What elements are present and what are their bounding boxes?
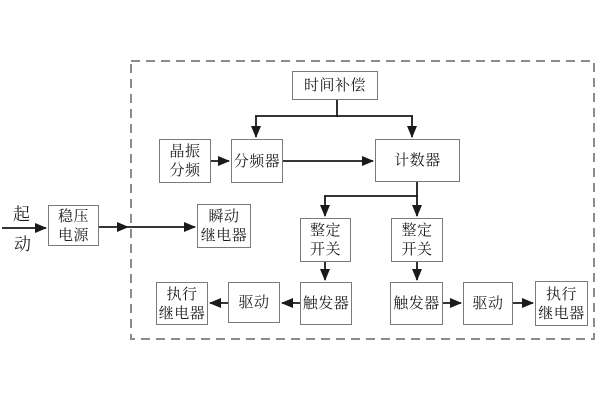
node-voltage-regulator <box>48 205 99 246</box>
node-label-line: 继电器 <box>158 304 206 322</box>
node-instant-relay <box>197 204 251 248</box>
node-label-line: 时间补偿 <box>303 77 366 94</box>
node-trigger-right <box>390 282 443 325</box>
node-exec-relay-left <box>156 282 208 325</box>
node-label-line: 分频 <box>169 162 201 179</box>
node-label-line: 电源 <box>57 226 89 244</box>
node-label-line: 驱动 <box>238 294 270 311</box>
node-label-line: 开关 <box>309 241 341 258</box>
node-setting-switch-left <box>300 218 351 262</box>
node-label-line: 继电器 <box>538 304 585 322</box>
node-exec-relay-right <box>535 281 588 326</box>
node-label-line: 计数器 <box>394 152 441 169</box>
node-driver-right <box>463 282 513 325</box>
node-counter <box>375 139 460 182</box>
node-label-line: 执行 <box>166 285 198 303</box>
node-label-line: 执行 <box>545 285 577 303</box>
node-label-line: 触发器 <box>302 295 350 312</box>
start-label-char-1: 起 <box>13 205 30 224</box>
start-label-char-2: 动 <box>14 235 31 254</box>
node-label-line: 稳压 <box>57 207 89 225</box>
node-crystal-divider <box>159 139 211 183</box>
node-label-line: 触发器 <box>393 295 440 312</box>
node-driver-left <box>228 282 280 323</box>
node-label-line: 瞬动 <box>208 208 240 225</box>
node-label-line: 分频器 <box>233 152 281 170</box>
node-setting-switch-right <box>391 218 443 262</box>
node-frequency-divider <box>231 139 283 183</box>
node-label-line: 整定 <box>401 222 433 239</box>
node-label-line: 继电器 <box>200 227 248 244</box>
node-time-compensation <box>292 71 378 100</box>
node-label-line: 驱动 <box>472 295 504 312</box>
node-trigger-left <box>300 282 352 325</box>
node-label-line: 整定 <box>309 222 341 239</box>
node-label-line: 开关 <box>401 241 433 258</box>
node-label-line: 晶振 <box>169 143 201 160</box>
